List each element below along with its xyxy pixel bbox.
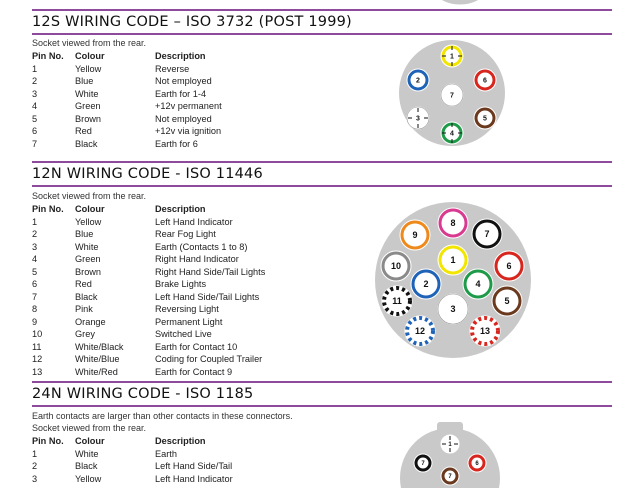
pin-description: Left Hand Indicator bbox=[155, 473, 233, 484]
pin-number: 2 bbox=[32, 76, 38, 86]
pin-number: 12 bbox=[32, 354, 43, 364]
wire-colour: White/Blue bbox=[75, 354, 120, 364]
wire-colour: Green bbox=[75, 254, 101, 264]
wire-colour: White bbox=[75, 88, 99, 99]
pin-number: 4 bbox=[32, 101, 38, 111]
wire-colour: Blue bbox=[75, 76, 94, 86]
socket-diagram-24n bbox=[395, 418, 505, 488]
pin-description: Not employed bbox=[155, 76, 212, 86]
socket-diagram-12n bbox=[371, 198, 535, 362]
description-header: Description bbox=[155, 204, 206, 214]
pin-header: Pin No. bbox=[32, 436, 64, 446]
pin-label: 1 bbox=[450, 53, 454, 61]
pin-label: 7 bbox=[448, 474, 452, 481]
pin-description: Earth for 6 bbox=[155, 138, 198, 149]
pin-label: 7 bbox=[421, 461, 425, 468]
pin-9 bbox=[400, 220, 430, 250]
pin-description: Earth bbox=[155, 448, 177, 459]
colour-header: Colour bbox=[75, 436, 105, 446]
description-header: Description bbox=[155, 51, 206, 61]
pin-label: 3 bbox=[416, 115, 420, 123]
pin-1 bbox=[441, 435, 459, 453]
pin-number: 7 bbox=[32, 138, 38, 149]
colour-header: Colour bbox=[75, 51, 105, 61]
colour-header: Colour bbox=[75, 204, 105, 214]
pin-number: 10 bbox=[32, 329, 43, 339]
pin-description: Reverse bbox=[155, 63, 190, 74]
pin-description: Earth for Contact 10 bbox=[155, 341, 238, 352]
pin-4 bbox=[441, 122, 463, 144]
wire-colour: Black bbox=[75, 291, 98, 302]
pin-5 bbox=[492, 286, 522, 316]
pin-label: 5 bbox=[504, 296, 510, 307]
pin-13 bbox=[470, 316, 500, 346]
pin-7c bbox=[441, 467, 459, 485]
pin-description: Right Hand Indicator bbox=[155, 254, 239, 264]
pin-number: 3 bbox=[32, 473, 38, 484]
wire-colour: White bbox=[75, 448, 99, 459]
pin-number: 5 bbox=[32, 113, 38, 124]
wire-colour: Red bbox=[75, 279, 92, 289]
wire-colour: Yellow bbox=[75, 473, 102, 484]
pin-8 bbox=[438, 208, 468, 238]
pin-description: Left Hand Side/Tail Lights bbox=[155, 291, 260, 302]
pin-label: 4 bbox=[475, 279, 481, 290]
pin-label: 1 bbox=[448, 442, 452, 449]
pin-label: 1 bbox=[450, 255, 456, 266]
section-title-24n: 24N WIRING CODE - ISO 1185 bbox=[32, 386, 254, 402]
pin-label: 6 bbox=[506, 261, 512, 272]
pin-number: 1 bbox=[32, 448, 38, 459]
pin-label: 4 bbox=[450, 130, 454, 138]
pin-header: Pin No. bbox=[32, 51, 64, 61]
pin-description: Rear Fog Light bbox=[155, 229, 216, 239]
pin-4 bbox=[463, 269, 493, 299]
pin-6 bbox=[468, 454, 486, 472]
wire-colour: Red bbox=[75, 126, 92, 136]
pin-label: 9 bbox=[412, 230, 418, 241]
pin-label: 11 bbox=[392, 296, 402, 307]
pin-1 bbox=[441, 45, 463, 67]
pin-label: 12 bbox=[414, 326, 426, 337]
pin-description: Left Hand Indicator bbox=[155, 216, 233, 227]
wire-colour: Orange bbox=[75, 316, 106, 327]
section-title-12n: 12N WIRING CODE - ISO 11446 bbox=[32, 166, 263, 182]
pin-label: 7 bbox=[484, 229, 490, 240]
pin-label: 8 bbox=[450, 218, 456, 229]
pin-5 bbox=[474, 107, 496, 129]
pin-6 bbox=[494, 251, 524, 281]
pin-number: 9 bbox=[32, 316, 38, 327]
pin-description: Left Hand Side/Tail bbox=[155, 461, 233, 471]
wire-colour: Blue bbox=[75, 229, 94, 239]
earth-contacts-note-24n: Earth contacts are larger than other contacts in these connectors. bbox=[32, 411, 293, 421]
wire-colour: Black bbox=[75, 138, 98, 149]
wire-colour: Brown bbox=[75, 266, 102, 277]
pin-6 bbox=[474, 69, 496, 91]
pin-label: 7 bbox=[450, 92, 454, 100]
pin-description: Earth (Contacts 1 to 8) bbox=[155, 241, 248, 252]
wire-colour: Black bbox=[75, 461, 98, 471]
pin-description: Switched Live bbox=[155, 329, 212, 339]
pin-number: 8 bbox=[32, 304, 38, 314]
pin-description: Brake Lights bbox=[155, 279, 207, 289]
section-divider-1 bbox=[32, 161, 612, 163]
pin-11 bbox=[382, 286, 412, 316]
pin-number: 3 bbox=[32, 88, 38, 99]
pin-description: +12v via ignition bbox=[155, 126, 222, 136]
wire-colour: Pink bbox=[75, 304, 93, 314]
pin-1 bbox=[438, 245, 468, 275]
socket-note-24n: Socket viewed from the rear. bbox=[32, 423, 147, 433]
wire-colour: Yellow bbox=[75, 63, 102, 74]
pin-7 bbox=[414, 454, 432, 472]
section-underline-12s bbox=[32, 33, 612, 35]
wire-colour: Brown bbox=[75, 113, 102, 124]
pin-description: Permanent Light bbox=[155, 316, 223, 327]
pin-number: 3 bbox=[32, 241, 38, 252]
pin-number: 2 bbox=[32, 229, 38, 239]
description-header: Description bbox=[155, 436, 206, 446]
pin-label: 6 bbox=[483, 77, 487, 85]
pin-label: 10 bbox=[390, 261, 402, 272]
pin-10 bbox=[381, 251, 411, 281]
pin-number: 11 bbox=[32, 341, 42, 352]
wire-colour: White bbox=[75, 241, 99, 252]
pin-description: Right Hand Side/Tail Lights bbox=[155, 266, 266, 277]
pin-number: 2 bbox=[32, 461, 38, 471]
wire-colour: Grey bbox=[75, 329, 95, 339]
wire-colour: Green bbox=[75, 101, 101, 111]
pin-12 bbox=[405, 316, 435, 346]
pin-description: Coding for Coupled Trailer bbox=[155, 354, 263, 364]
pin-2 bbox=[407, 69, 429, 91]
section-underline-12n bbox=[32, 185, 612, 187]
socket-note-12n: Socket viewed from the rear. bbox=[32, 191, 147, 201]
section-underline-24n bbox=[32, 405, 612, 407]
wire-colour: White/Black bbox=[75, 341, 124, 352]
pin-label: 2 bbox=[416, 77, 420, 85]
pin-number: 6 bbox=[32, 126, 38, 136]
section-divider-top bbox=[32, 9, 612, 11]
section-divider-2 bbox=[32, 381, 612, 383]
pin-number: 7 bbox=[32, 291, 38, 302]
wire-colour: Yellow bbox=[75, 216, 102, 227]
section-title-12s: 12S WIRING CODE – ISO 3732 (POST 1999) bbox=[32, 14, 352, 30]
pin-number: 1 bbox=[32, 216, 38, 227]
pin-description: +12v permanent bbox=[155, 101, 222, 111]
socket-note-12s: Socket viewed from the rear. bbox=[32, 38, 147, 48]
pin-label: 3 bbox=[450, 304, 456, 315]
pin-label: 2 bbox=[423, 279, 429, 290]
wire-colour: White/Red bbox=[75, 366, 118, 377]
pin-number: 1 bbox=[32, 63, 38, 74]
pin-description: Not employed bbox=[155, 113, 212, 124]
pin-number: 13 bbox=[32, 366, 43, 377]
pin-label: 5 bbox=[483, 115, 487, 123]
pin-number: 4 bbox=[32, 254, 38, 264]
socket-diagram-12s bbox=[395, 36, 510, 151]
pin-header: Pin No. bbox=[32, 204, 64, 214]
pin-description: Earth for Contact 9 bbox=[155, 366, 233, 377]
pin-7 bbox=[472, 219, 502, 249]
pin-number: 5 bbox=[32, 266, 38, 277]
pin-label: 6 bbox=[475, 461, 479, 468]
pin-number: 6 bbox=[32, 279, 38, 289]
pin-description: Reversing Light bbox=[155, 304, 219, 314]
pin-description: Earth for 1-4 bbox=[155, 88, 207, 99]
pin-label: 13 bbox=[479, 326, 491, 337]
pin-2 bbox=[411, 269, 441, 299]
